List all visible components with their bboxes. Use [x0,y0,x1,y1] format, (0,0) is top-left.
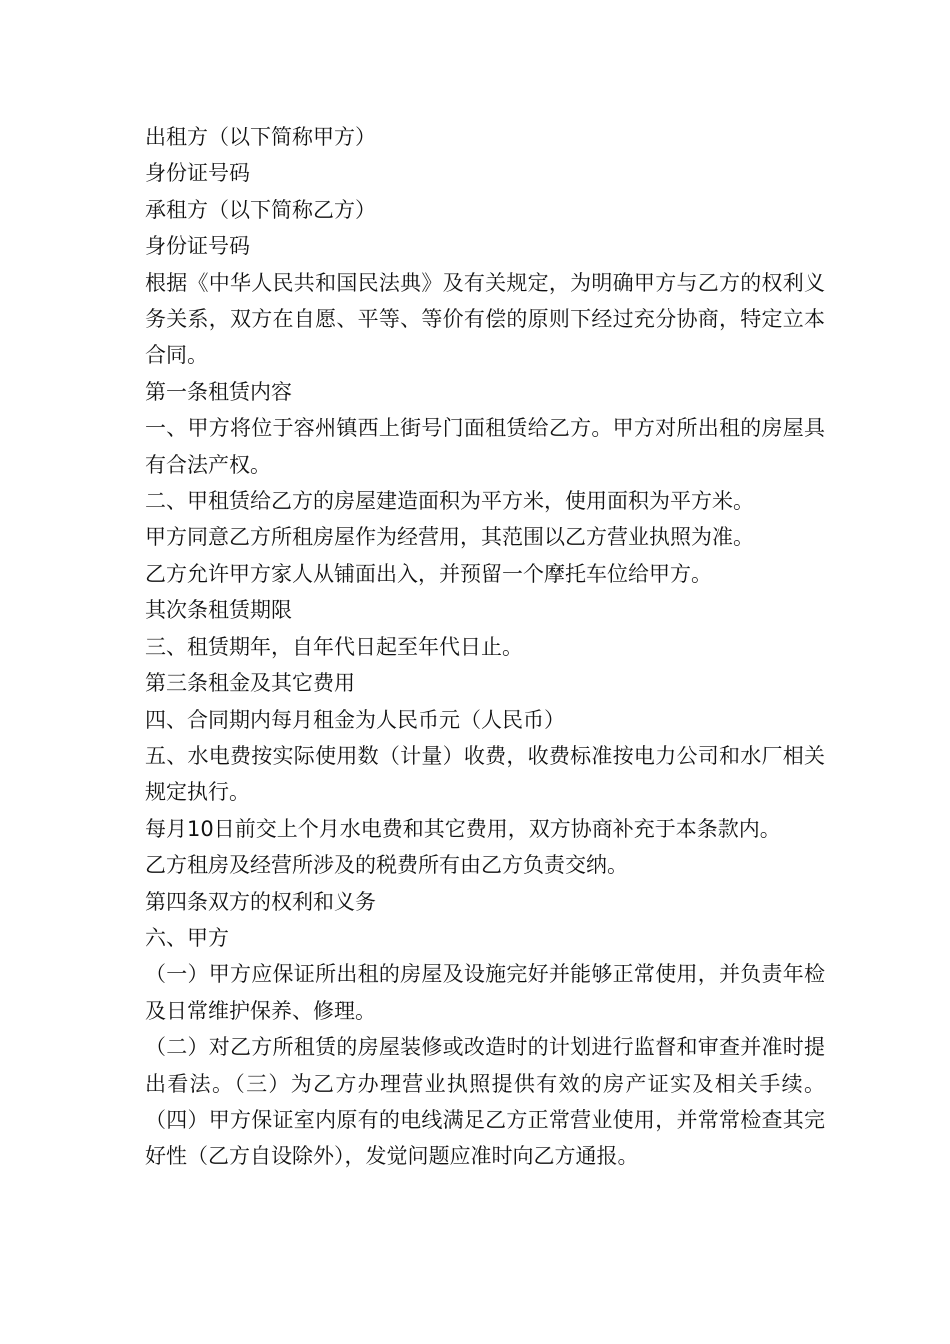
lessor-line: 出租方（以下简称甲方） [145,125,376,149]
clause-5-tax: 乙方租房及经营所涉及的税费所有由乙方负责交纳。 [145,853,628,878]
clause-1: 一、甲方将位于容州镇西上街号门面租赁给乙方。甲方对所出租的房屋具有合法产权。 [145,416,825,477]
clause-4: 四、合同期内每月租金为人民币元（人民币） [145,707,565,732]
clause-2: 二、甲租赁给乙方的房屋建造面积为平方米，使用面积为平方米。 [145,489,754,514]
clause-5-payment: 每月10日前交上个月水电费和其它费用，双方协商补充于本条款内。 [145,816,781,841]
clause-3: 三、租赁期年，自年代日起至年代日止。 [145,634,523,659]
clause-5: 五、水电费按实际使用数（计量）收费，收费标准按电力公司和水厂相关规定执行。 [145,743,825,805]
clause-6-item-1: （一）甲方应保证所出租的房屋及设施完好并能够正常使用，并负责年检及日常维护保养、修理。 [145,962,825,1023]
lessee-line: 承租方（以下简称乙方） [145,197,376,222]
preamble-paragraph: 根据《中华人民共和国民法典》及有关规定，为明确甲方与乙方的权利义务关系，双方在自愿、平等、等价有偿的原则下经过充分协商，特定立本合同。 [145,270,825,368]
article-3-heading: 第三条租金及其它费用 [145,671,355,696]
clause-6-items-2-4: （二）对乙方所租赁的房屋装修或改造时的计划进行监督和审查并准时提出看法。（三）为乙方办理营业执照提供有效的房产证实及相关手续。（四）甲方保证室内原有的电线满足乙方正常营业使用，并常常检查其完好性（乙方自设除外），发觉问题应准时向乙方通报。 [145,1035,825,1169]
contract-page [145,119,825,1175]
article-1-heading: 第一条租赁内容 [145,379,292,404]
article-2-heading: 其次条租赁期限 [145,598,292,623]
article-4-heading: 第四条双方的权利和义务 [145,889,376,914]
clause-6-heading: 六、甲方 [145,925,229,950]
clause-2-access: 乙方允许甲方家人从铺面出入，并预留一个摩托车位给甲方。 [145,561,712,586]
clause-2-usage: 甲方同意乙方所租房屋作为经营用，其范围以乙方营业执照为准。 [145,525,754,550]
lessor-id-line: 身份证号码 [145,161,250,186]
lessee-id-line: 身份证号码 [145,234,250,259]
